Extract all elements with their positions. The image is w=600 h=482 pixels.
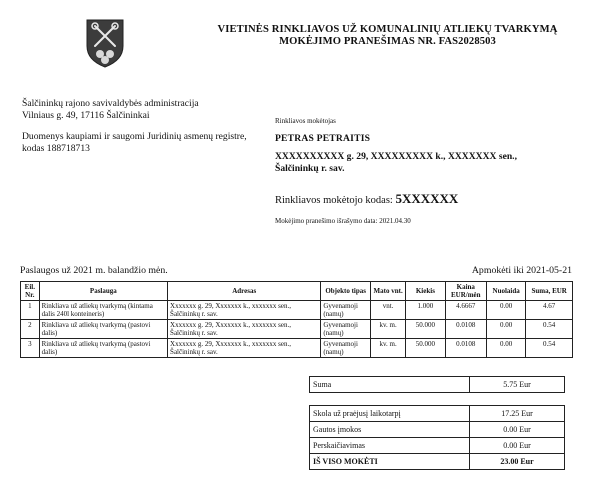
debt-label: Skola už praėjusį laikotarpį — [310, 406, 470, 422]
row-service: Rinkliava už atliekų tvarkymą (pastovi dalis) — [39, 320, 167, 339]
registry-note — [22, 131, 247, 154]
row-type: Gyvenamoji (namų) — [321, 339, 371, 358]
row-sum: 0.54 — [526, 320, 573, 339]
sum-table — [309, 376, 565, 393]
issue-date: Mokėjimo pranešimo išrašymo data: 2021.04.30 — [275, 217, 411, 225]
table-row — [21, 339, 573, 358]
payer-address — [275, 151, 575, 175]
row-discount: 0.00 — [486, 301, 525, 320]
coat-of-arms-logo — [85, 18, 125, 68]
recalc-value: 0.00 Eur — [470, 438, 565, 454]
recalc-row — [310, 438, 565, 454]
row-address: Xxxxxxx g. 29, Xxxxxxx k., xxxxxxx sen., Šalčininkų r. sav. — [168, 301, 321, 320]
row-unit: kv. m. — [371, 320, 406, 339]
debt-value: 17.25 Eur — [470, 406, 565, 422]
row-sum: 4.67 — [526, 301, 573, 320]
col-header-price: Kaina EUR/mėn — [445, 282, 486, 301]
title-line-2: MOKĖJIMO PRANEŠIMAS NR. FAS2028503 — [279, 36, 496, 47]
row-type: Gyvenamoji (namų) — [321, 301, 371, 320]
total-row — [310, 454, 565, 470]
issuer-name: Šalčininkų rajono savivaldybės administracija — [22, 98, 199, 109]
col-header-qty: Kiekis — [406, 282, 445, 301]
row-service: Rinkliava už atliekų tvarkymą (kintama dalis 240l konteineris) — [39, 301, 167, 320]
document-title — [190, 24, 585, 48]
totals-table — [309, 405, 565, 470]
title-line-1: VIETINĖS RINKLIAVOS UŽ KOMUNALINIŲ ATLIEKŲ TVARKYMĄ — [217, 24, 558, 35]
payer-code-label: Rinkliavos mokėtojo kodas: — [275, 195, 393, 206]
payer-code-line — [275, 191, 458, 207]
sum-label: Suma — [310, 377, 470, 393]
row-type: Gyvenamoji (namų) — [321, 320, 371, 339]
row-address: Xxxxxxx g. 29, Xxxxxxx k., xxxxxxx sen., Šalčininkų r. sav. — [168, 339, 321, 358]
col-header-service: Paslauga — [39, 282, 167, 301]
col-header-discount: Nuolaida — [486, 282, 525, 301]
row-qty: 1.000 — [406, 301, 445, 320]
row-unit: vnt. — [371, 301, 406, 320]
recalc-label: Perskaičiavimas — [310, 438, 470, 454]
row-address: Xxxxxxx g. 29, Xxxxxxx k., xxxxxxx sen., Šalčininkų r. sav. — [168, 320, 321, 339]
payer-label: Rinkliavos mokėtojas — [275, 117, 336, 125]
row-no: 1 — [21, 301, 40, 320]
services-period-title: Paslaugos už 2021 m. balandžio mėn. — [20, 265, 168, 276]
col-header-address: Adresas — [168, 282, 321, 301]
row-service: Rinkliava už atliekų tvarkymą (pastovi dalis) — [39, 339, 167, 358]
registry-line-2: kodas 188718713 — [22, 142, 90, 154]
debt-row — [310, 406, 565, 422]
issuer-block — [22, 98, 199, 121]
row-unit: kv. m. — [371, 339, 406, 358]
col-header-type: Objekto tipas — [321, 282, 371, 301]
col-header-no: Eil. Nr. — [21, 282, 40, 301]
row-qty: 50.000 — [406, 320, 445, 339]
col-header-unit: Mato vnt. — [371, 282, 406, 301]
row-price: 4.6667 — [445, 301, 486, 320]
row-no: 2 — [21, 320, 40, 339]
registry-line-1: Duomenys kaupiami ir saugomi Juridinių asmenų registre, — [22, 131, 247, 142]
total-value: 23.00 Eur — [470, 454, 565, 470]
sum-value: 5.75 Eur — [470, 377, 565, 393]
table-row — [21, 320, 573, 339]
sum-row — [310, 377, 565, 393]
payer-name: PETRAS PETRAITIS — [275, 133, 371, 144]
payer-address-line-2: Šalčininkų r. sav. — [275, 163, 345, 174]
table-row — [21, 301, 573, 320]
row-no: 3 — [21, 339, 40, 358]
row-sum: 0.54 — [526, 339, 573, 358]
issuer-address: Vilniaus g. 49, 17116 Šalčininkai — [22, 109, 150, 121]
services-table — [20, 281, 573, 358]
payer-address-line-1: XXXXXXXXXX g. 29, XXXXXXXXX k., XXXXXXX sen., — [275, 151, 517, 162]
total-label: IŠ VISO MOKĖTI — [310, 454, 470, 470]
table-header-row — [21, 282, 573, 301]
payer-code-value: 5XXXXXX — [395, 191, 459, 206]
row-price: 0.0108 — [445, 320, 486, 339]
received-value: 0.00 Eur — [470, 422, 565, 438]
row-price: 0.0108 — [445, 339, 486, 358]
received-row — [310, 422, 565, 438]
row-discount: 0.00 — [486, 339, 525, 358]
received-label: Gautos įmokos — [310, 422, 470, 438]
col-header-sum: Suma, EUR — [526, 282, 573, 301]
row-discount: 0.00 — [486, 320, 525, 339]
due-date: Apmokėti iki 2021-05-21 — [471, 265, 572, 276]
row-qty: 50.000 — [406, 339, 445, 358]
